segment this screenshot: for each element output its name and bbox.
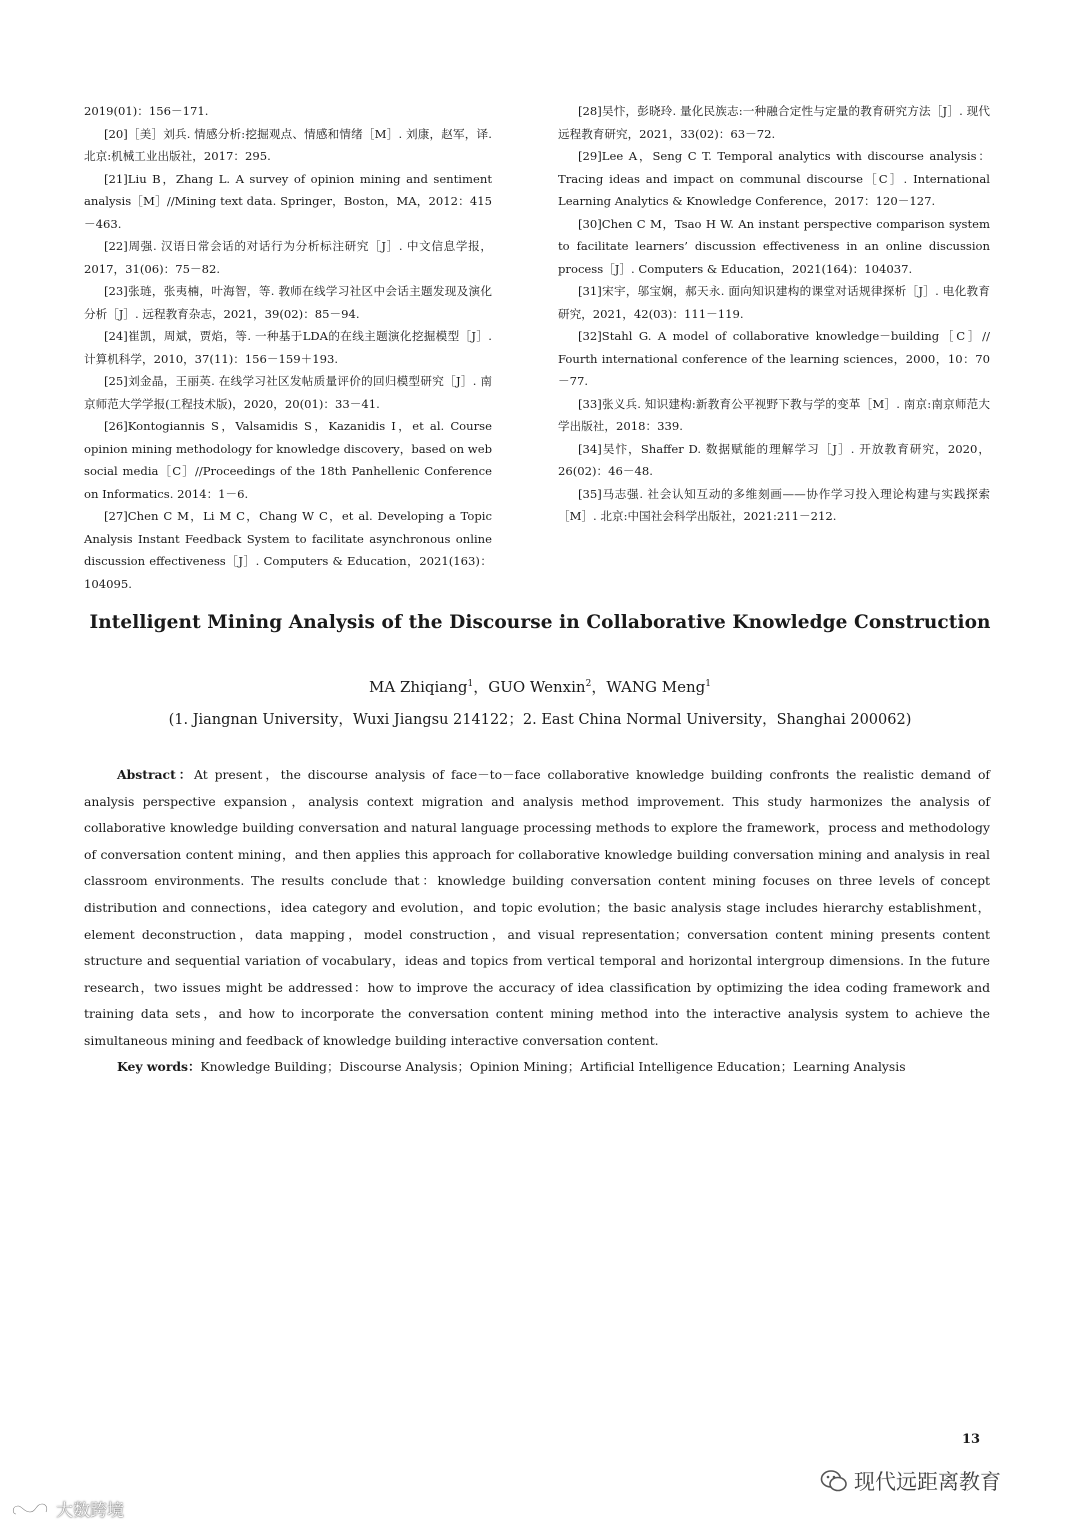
- author-separator: ，: [473, 678, 489, 696]
- keywords: [84, 1054, 990, 1080]
- author-name: GUO Wenxin: [488, 678, 586, 696]
- reference-column-right: [558, 100, 990, 528]
- author-name: WANG Meng: [606, 678, 706, 696]
- author-affiliation-mark: 1: [467, 679, 474, 689]
- reference-item: [34]吴忭，Shaffer D. 数据赋能的理解学习［J］. 开放教育研究，2020，26(02)：46－48.: [558, 441, 990, 478]
- reference-item: [25]刘金晶，王丽英. 在线学习社区发帖质量评价的回归模型研究［J］. 南京师范大学学报(工程技术版)，2020，20(01)：33－41.: [84, 374, 492, 411]
- watermark-text: 大数跨境: [56, 1501, 124, 1521]
- abstract: [84, 762, 990, 1055]
- reference-item: [26]Kontogiannis S，Valsamidis S，Kazanidis I，et al. Course opinion mining methodology for knowledge discovery，based on web social media［C］//Proceedings of the 18th Panhellenic Conference on Informatics. 2014：1－6.: [84, 419, 492, 501]
- abstract-text: At present，the discourse analysis of face－to－face collaborative knowledge building confronts the realistic demand of analysis perspective expansion，analysis context migration and analysis method improvement. This study harmonizes the analysis of collaborative knowledge building conversation and natural language processing methods to explore the framework，process and methodology of conversation content mining，and then applies this approach for collaborative knowledge building conversation mining and analysis in real classroom environments. The results conclude that：knowledge building conversation content mining focuses on three levels of concept distribution and connections，idea category and evolution，and topic evolution；the basic analysis stage includes hierarchy establishment，element deconstruction，data mapping，model construction，and visual representation；conversation content mining presents content structure and sequential variation of vocabulary，ideas and topics from vertical temporal and horizontal intergroup dimensions. In the future research，two issues might be addressed：how to improve the accuracy of idea classification by optimizing the idea coding framework and training data sets，and how to incorporate the conversation content mining method into the interactive analysis system to achieve the simultaneous mining and feedback of knowledge building interactive conversation content.: [84, 767, 990, 1048]
- paper-title: Intelligent Mining Analysis of the Discourse in Collaborative Knowledge Construction: [89, 612, 991, 633]
- reference-column-left: [84, 100, 492, 595]
- reference-item: [27]Chen C M，Li M C，Chang W C，et al. Developing a Topic Analysis Instant Feedback System to facilitate asynchronous online discussion effectiveness［J］. Computers & Education，2021(163)：104095.: [84, 509, 492, 591]
- reference-item: [22]周强. 汉语日常会话的对话行为分析标注研究［J］. 中文信息学报，2017，31(06)：75－82.: [84, 239, 492, 276]
- watermark-text: 现代远距离教育: [854, 1470, 1001, 1494]
- author-affiliation-mark: 2: [585, 679, 592, 689]
- author-list: [0, 676, 1080, 697]
- logo-icon: [10, 1498, 50, 1520]
- watermark-left: [10, 1496, 124, 1521]
- reference-item: [31]宋宇，邬宝娴，郝天永. 面向知识建构的课堂对话规律探析［J］. 电化教育研究，2021，42(03)：111－119.: [558, 284, 990, 321]
- page-number: 13: [962, 1432, 981, 1447]
- reference-item: [32]Stahl G. A model of collaborative knowledge－building［C］// Fourth international conference of the learning sciences，2000，10：70－77.: [558, 329, 990, 388]
- reference-item: [33]张义兵. 知识建构:新教育公平视野下教与学的变革［M］. 南京:南京师范大学出版社，2018：339.: [558, 396, 990, 433]
- reference-item: [30]Chen C M，Tsao H W. An instant perspective comparison system to facilitate learners’ discussion effectiveness in an online discussion process［J］. Computers & Education，2021(164)：104037.: [558, 216, 990, 276]
- keywords-text: Knowledge Building；Discourse Analysis；Opinion Mining；Artificial Intelligence Education；Learning Analysis: [200, 1059, 906, 1074]
- reference-item: [35]马志强. 社会认知互动的多维刻画——协作学习投入理论构建与实践探索［M］. 北京:中国社会科学出版社，2021:211－212.: [558, 486, 990, 523]
- reference-item: 2019(01)：156－171.: [84, 104, 209, 118]
- reference-item: [29]Lee A，Seng C T. Temporal analytics with discourse analysis：Tracing ideas and impact on communal discourse［C］. International Learning Analytics & Knowledge Conference，2017：120－127.: [558, 149, 990, 208]
- author-name: MA Zhiqiang: [369, 678, 468, 696]
- abstract-label: Abstract：: [117, 767, 195, 782]
- author-affiliation-mark: 1: [705, 679, 711, 689]
- reference-item: [24]崔凯，周斌，贾焰，等. 一种基于LDA的在线主题演化挖掘模型［J］. 计算机科学，2010，37(11)：156－159＋193.: [84, 329, 492, 366]
- author-separator: ，: [591, 678, 607, 696]
- watermark-right: [820, 1466, 1001, 1496]
- affiliation: (1. Jiangnan University，Wuxi Jiangsu 214122；2. East China Normal University，Shanghai 200062): [168, 712, 912, 728]
- reference-item: [23]张琏，张夷楠，叶海智，等. 教师在线学习社区中会话主题发现及演化分析［J］. 远程教育杂志，2021，39(02)：85－94.: [84, 284, 492, 321]
- reference-item: [21]Liu B，Zhang L. A survey of opinion mining and sentiment analysis［M］//Mining text data. Springer，Boston，MA，2012：415－463.: [84, 171, 492, 231]
- keywords-label: Key words：: [117, 1059, 201, 1074]
- wechat-icon: [820, 1469, 848, 1493]
- reference-item: [20]［美］刘兵. 情感分析:挖掘观点、情感和情绪［M］. 刘康，赵军，译. 北京:机械工业出版社，2017：295.: [84, 126, 492, 163]
- reference-item: [28]吴忭，彭晓玲. 量化民族志:一种融合定性与定量的教育研究方法［J］. 现代远程教育研究，2021，33(02)：63－72.: [558, 104, 990, 141]
